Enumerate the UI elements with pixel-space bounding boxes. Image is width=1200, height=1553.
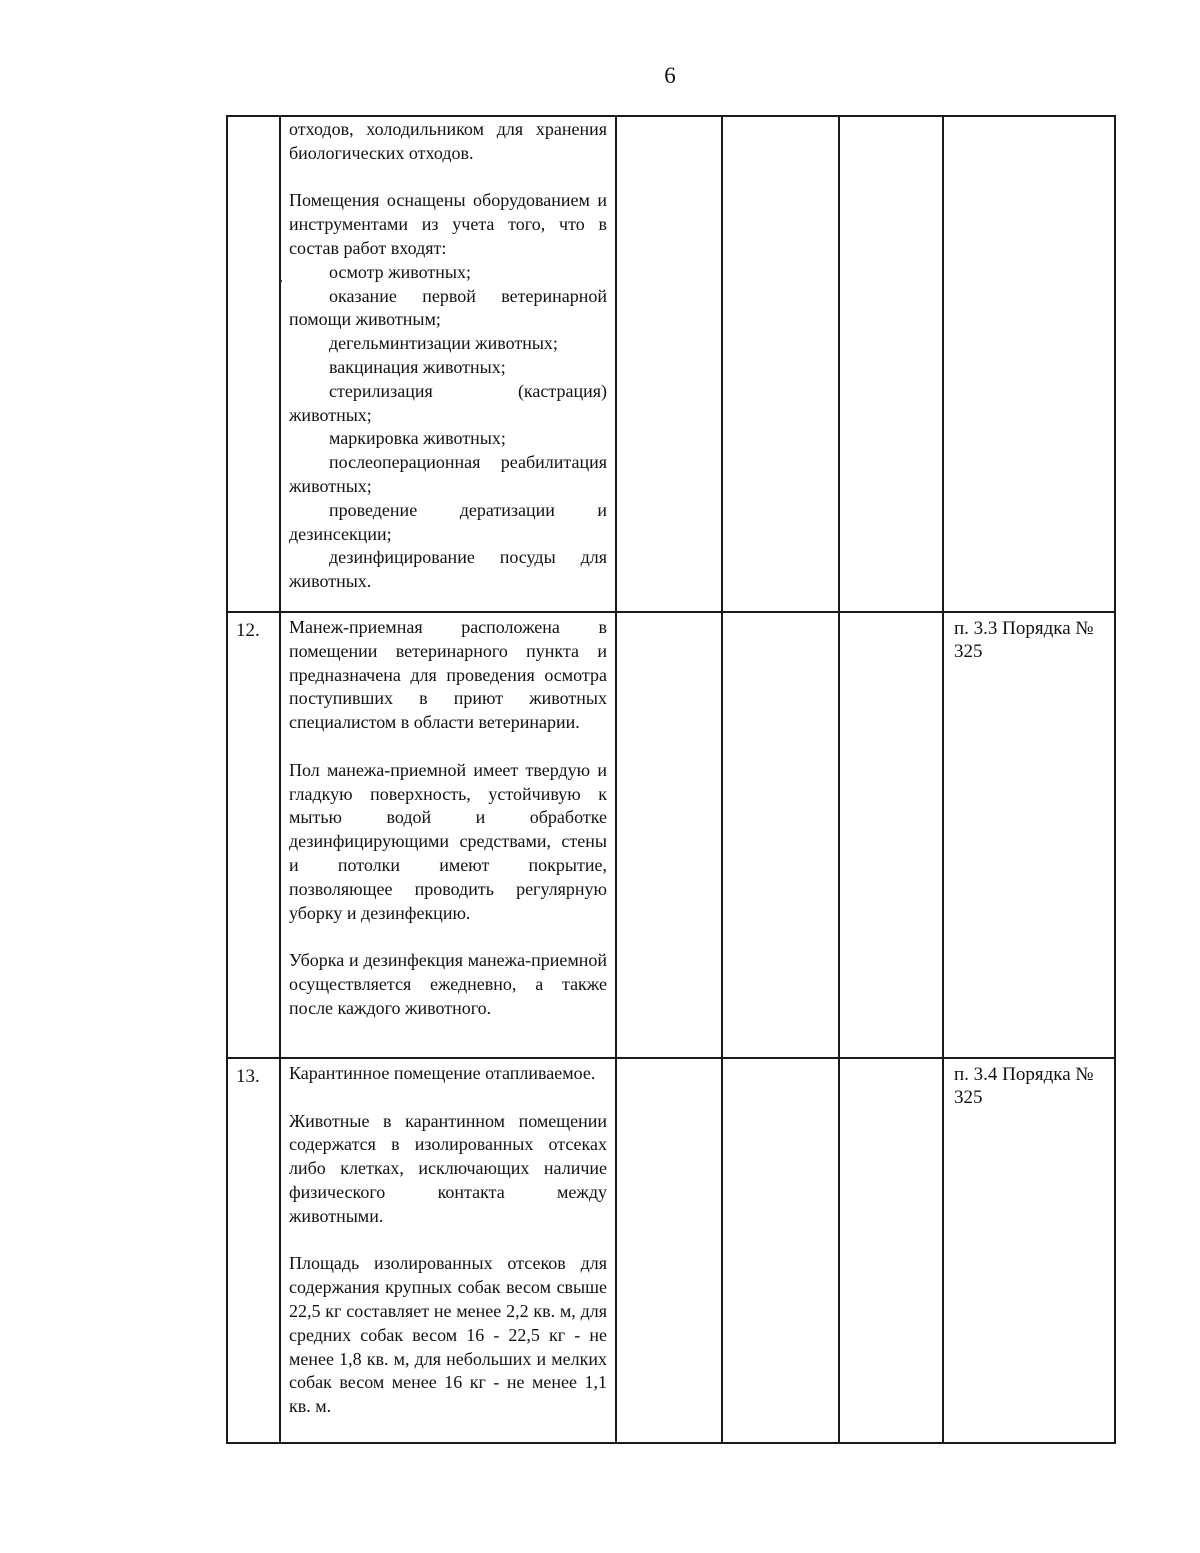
empty-cell: [616, 1058, 722, 1443]
requirement-text-cell: [280, 612, 616, 1058]
scan-speck: [280, 280, 282, 282]
list-item: стерилизация (кастрация) животных;: [289, 380, 607, 425]
list-item: маркировка животных;: [329, 428, 506, 449]
empty-cell: [722, 612, 839, 1058]
paragraph: Уборка и дезинфекция манежа-приемной осуществляется ежедневно, а также после каждого животного.: [289, 950, 607, 1018]
reference-cell: [943, 116, 1115, 612]
empty-cell: [839, 116, 943, 612]
empty-cell: [722, 1058, 839, 1443]
requirement-text-cell: [280, 1058, 616, 1443]
row-number-cell: [227, 1058, 280, 1443]
empty-cell: [616, 116, 722, 612]
paragraph: отходов, холодильником для хранения биологических отходов.: [289, 119, 607, 163]
requirement-text-cell: [280, 116, 616, 612]
table-row-continuation: [227, 116, 1115, 612]
table-row-13: [227, 1058, 1115, 1443]
list-item: осмотр животных;: [329, 261, 471, 282]
paragraph: Карантинное помещение отапливаемое.: [289, 1063, 596, 1083]
requirements-table: [226, 115, 1116, 1444]
list-item: проведение дератизации и дезинсекции;: [289, 499, 607, 544]
row-number: 13.: [236, 1066, 260, 1087]
empty-cell: [839, 612, 943, 1058]
empty-cell: [722, 116, 839, 612]
empty-cell: [616, 612, 722, 1058]
paragraph: Манеж-приемная расположена в помещении ветеринарного пункта и предназначена для проведения осмотра поступивших в приют животных специалистом в области ветеринарии.: [289, 617, 607, 733]
legal-reference: п. 3.4 Порядка № 325: [954, 1064, 1094, 1108]
paragraph: Площадь изолированных отсеков для содержания крупных собак весом свыше 22,5 кг составляет не менее 2,2 кв. м, для средних собак весом 16 - 22,5 кг - не менее 1,8 кв. м, для небольших и мелких собак весом менее 16 кг - не менее 1,1 кв. м.: [289, 1253, 607, 1417]
list-item: дезинфицирование посуды для животных.: [289, 547, 607, 592]
legal-reference: п. 3.3 Порядка № 325: [954, 618, 1094, 662]
empty-cell: [839, 1058, 943, 1443]
page-number: 6: [664, 63, 676, 88]
paragraph: Животные в карантинном помещении содержатся в изолированных отсеках либо клетках, исключающих наличие физического контакта между животными.: [289, 1110, 607, 1226]
row-number-cell: [227, 612, 280, 1058]
row-number: 12.: [236, 620, 260, 641]
paragraph: Помещения оснащены оборудованием и инструментами из учета того, что в состав работ входят:: [289, 190, 607, 258]
list-item: оказание первой ветеринарной помощи животным;: [289, 285, 607, 330]
list-item: вакцинация животных;: [329, 356, 506, 377]
paragraph: Пол манежа-приемной имеет твердую и гладкую поверхность, устойчивую к мытью водой и обработке дезинфицирующими средствами, стены и потолки имеют покрытие, позволяющее проводить регулярную уборку и дезинфекцию.: [289, 759, 607, 923]
reference-cell: [943, 1058, 1115, 1443]
list-item: послеоперационная реабилитация животных;: [289, 452, 607, 496]
table-row-12: [227, 612, 1115, 1058]
reference-cell: [943, 612, 1115, 1058]
row-number-cell: [227, 116, 280, 612]
list-item: дегельминтизации животных;: [329, 333, 558, 354]
